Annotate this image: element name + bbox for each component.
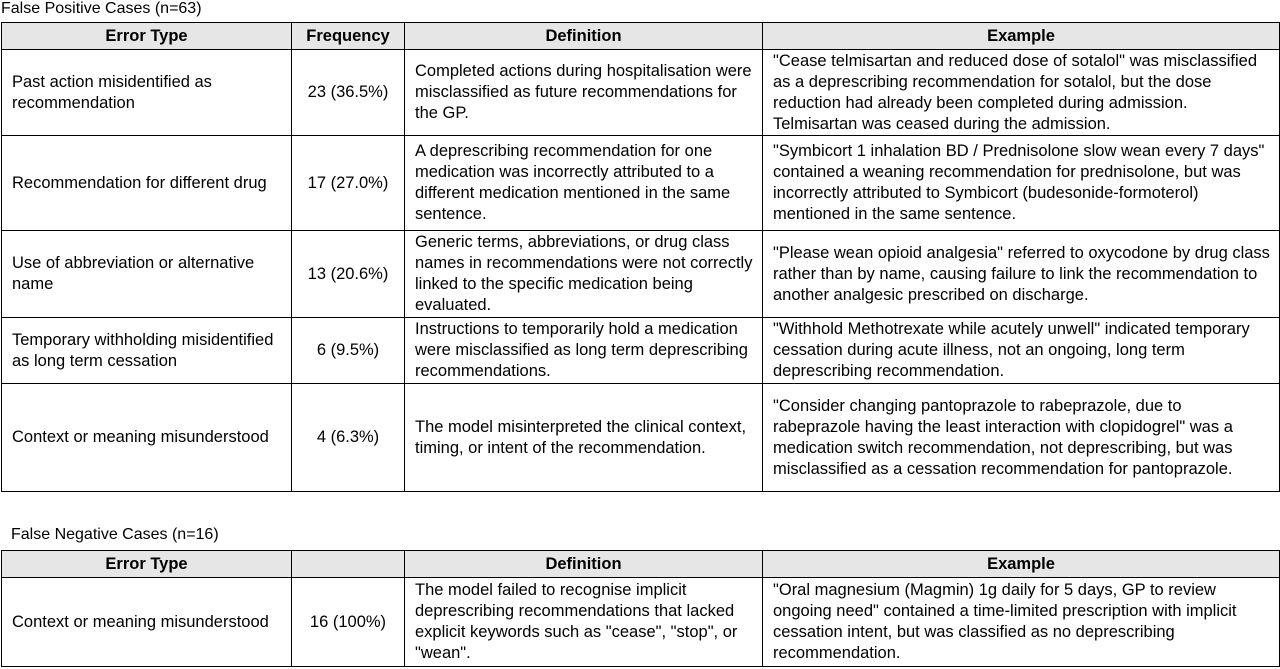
definition-cell: The model misinterpreted the clinical context, timing, or intent of the recommendation. <box>405 384 763 492</box>
header-error-type: Error Type <box>2 551 292 578</box>
false-negative-caption: False Negative Cases (n=16) <box>11 526 219 543</box>
frequency-cell: 4 (6.3%) <box>292 384 405 492</box>
table-row <box>2 384 1280 492</box>
error-type-cell: Past action misidentified as recommendation <box>2 50 292 136</box>
definition-cell: A deprescribing recommendation for one medication was incorrectly attributed to a different medication mentioned in the same sentence. <box>405 136 763 231</box>
header-row <box>2 551 1280 578</box>
example-cell: "Oral magnesium (Magmin) 1g daily for 5 days, GP to review ongoing need" contained a time-limited prescription with implicit cessation intent, but was classified as no deprescribing recommendation. <box>763 578 1280 667</box>
frequency-cell: 17 (27.0%) <box>292 136 405 231</box>
frequency-cell: 16 (100%) <box>292 578 405 667</box>
definition-cell: Completed actions during hospitalisation were misclassified as future recommendations for the GP. <box>405 50 763 136</box>
header-definition: Definition <box>405 23 763 50</box>
header-frequency <box>292 551 405 578</box>
header-definition: Definition <box>405 551 763 578</box>
definition-cell: The model failed to recognise implicit deprescribing recommendations that lacked explicit keywords such as "cease", "stop", or "wean". <box>405 578 763 667</box>
error-type-cell: Use of abbreviation or alternative name <box>2 231 292 318</box>
table-row <box>2 318 1280 384</box>
example-cell: "Withhold Methotrexate while acutely unwell" indicated temporary cessation during acute illness, not an ongoing, long term deprescribing recommendation. <box>763 318 1280 384</box>
header-example: Example <box>763 551 1280 578</box>
example-cell: "Consider changing pantoprazole to rabeprazole, due to rabeprazole having the least interaction with clopidogrel" was a medication switch recommendation, not deprescribing, but was misclassified as a cessation recommendation for pantoprazole. <box>763 384 1280 492</box>
table-row <box>2 231 1280 318</box>
frequency-cell: 23 (36.5%) <box>292 50 405 136</box>
header-frequency: Frequency <box>292 23 405 50</box>
table-row <box>2 578 1280 667</box>
frequency-cell: 6 (9.5%) <box>292 318 405 384</box>
error-type-cell: Temporary withholding misidentified as long term cessation <box>2 318 292 384</box>
header-example: Example <box>763 23 1280 50</box>
frequency-cell: 13 (20.6%) <box>292 231 405 318</box>
error-type-cell: Recommendation for different drug <box>2 136 292 231</box>
error-type-cell: Context or meaning misunderstood <box>2 578 292 667</box>
false-positive-caption: False Positive Cases (n=63) <box>1 0 202 17</box>
example-cell: "Cease telmisartan and reduced dose of sotalol" was misclassified as a deprescribing recommendation for sotalol, but the dose reduction had already been completed during admission. Telmisartan was ceased during the admission. <box>763 50 1280 136</box>
error-type-cell: Context or meaning misunderstood <box>2 384 292 492</box>
table-row <box>2 50 1280 136</box>
header-error-type: Error Type <box>2 23 292 50</box>
definition-cell: Generic terms, abbreviations, or drug class names in recommendations were not correctly linked to the specific medication being evaluated. <box>405 231 763 318</box>
example-cell: "Please wean opioid analgesia" referred to oxycodone by drug class rather than by name, causing failure to link the recommendation to another analgesic prescribed on discharge. <box>763 231 1280 318</box>
definition-cell: Instructions to temporarily hold a medication were misclassified as long term deprescribing recommendations. <box>405 318 763 384</box>
table-row <box>2 136 1280 231</box>
false-positive-table <box>1 22 1280 492</box>
false-negative-table <box>1 550 1280 667</box>
header-row <box>2 23 1280 50</box>
example-cell: "Symbicort 1 inhalation BD / Prednisolone slow wean every 7 days" contained a weaning recommendation for prednisolone, but was incorrectly attributed to Symbicort (budesonide-formoterol) mentioned in the same sentence. <box>763 136 1280 231</box>
